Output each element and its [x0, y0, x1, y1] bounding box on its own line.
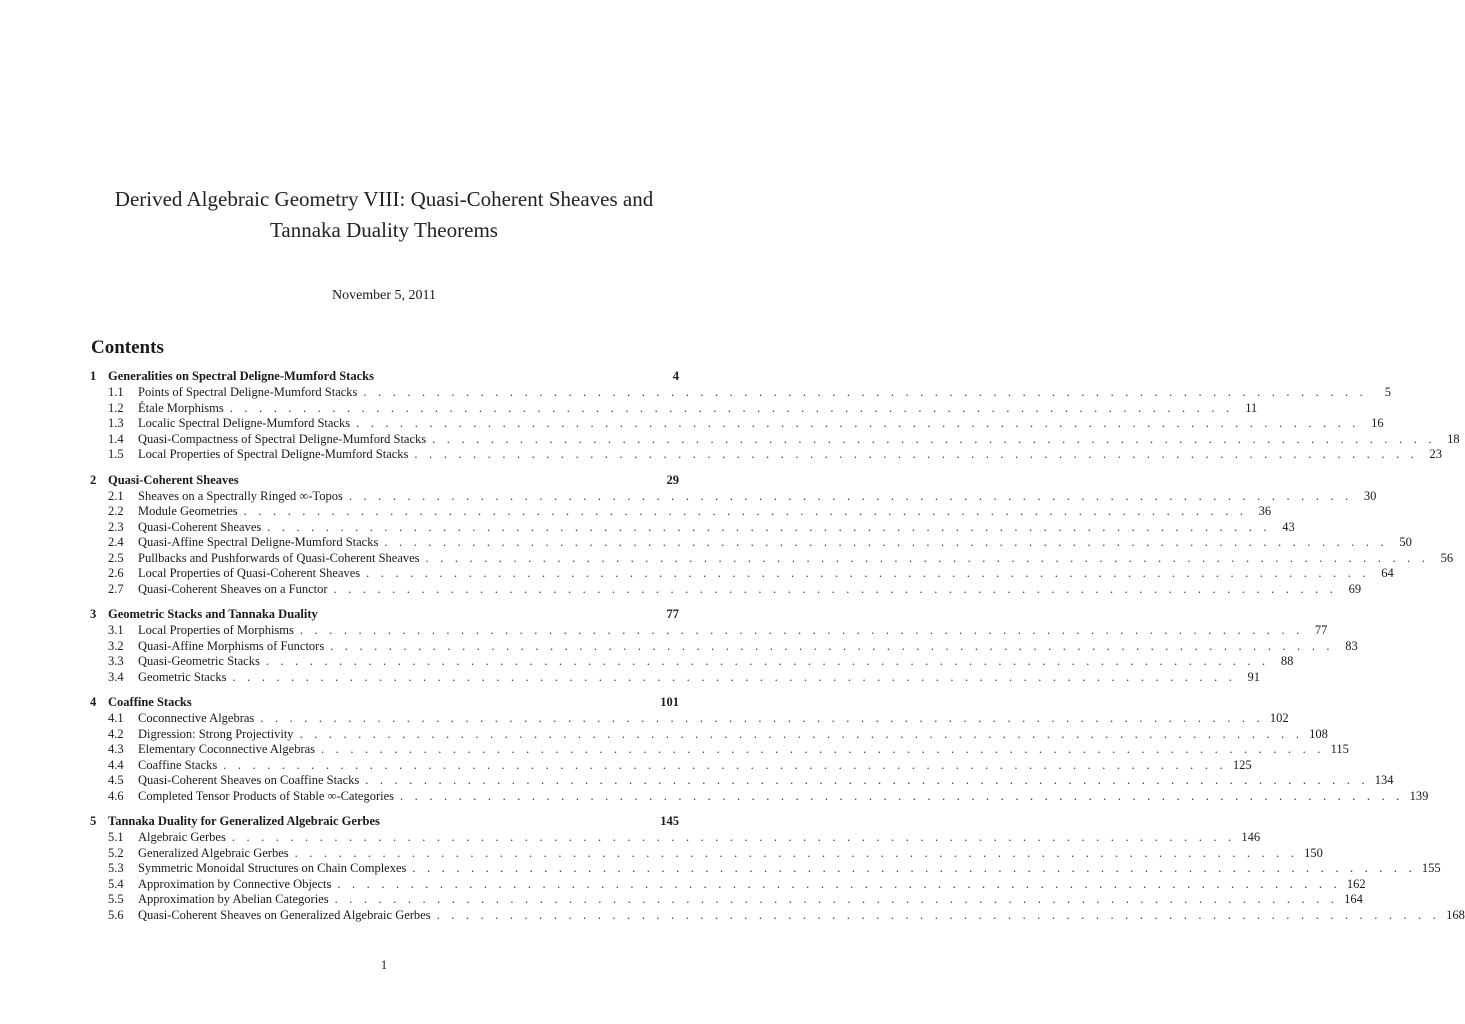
toc-subsection-entry[interactable] [90, 623, 1328, 639]
toc-subsection-number: 2.3 [108, 519, 124, 534]
toc-section-number: 4 [90, 695, 97, 709]
toc-subsection-entry[interactable] [90, 519, 1295, 536]
toc-section [90, 695, 1429, 804]
toc-subsection-entry[interactable] [90, 830, 1261, 846]
toc-subsection-page: 134 [1374, 773, 1394, 787]
toc-subsection-page: 69 [1348, 581, 1362, 596]
toc-subsection-title: Quasi-Compactness of Spectral Deligne-Mumford Stacks [138, 431, 427, 446]
toc-subsection-entry[interactable] [90, 488, 1377, 505]
toc-subsection-title: Quasi-Coherent Sheaves on Generalized Algebraic Gerbes [138, 907, 431, 922]
toc-subsection-number: 1.2 [108, 400, 124, 415]
toc-subsection-entry[interactable] [90, 861, 1441, 877]
toc-leader-dots: . . . . . . . . . . . . . . . . . . . . . . . . . . . . . . . . . . . . . . . . . . . . . . . . . . . . . . . . . . . . . . . . . . . . . [363, 385, 1367, 399]
toc-leader-dots: . . . . . . . . . . . . . . . . . . . . . . . . . . . . . . . . . . . . . . . . . . . . . . . . . . . . . . . . . . . . . . . . . . . . . [365, 773, 1369, 787]
toc-subsection-page: 150 [1304, 845, 1323, 860]
document-title [0, 184, 768, 246]
toc-section-entry[interactable] [90, 814, 679, 830]
toc-subsection-page: 91 [1247, 669, 1261, 684]
document-date: November 5, 2011 [331, 288, 437, 303]
contents-heading: Contents [91, 337, 164, 358]
toc-subsection-page: 36 [1258, 504, 1272, 518]
toc-subsection-number: 1.4 [108, 431, 124, 446]
toc-section-title: Tannaka Duality for Generalized Algebraic Gerbes [108, 814, 380, 828]
toc-subsection-entry[interactable] [90, 638, 1358, 655]
toc-subsection-entry[interactable] [90, 773, 1394, 789]
toc-subsection-entry[interactable] [90, 742, 1349, 758]
toc-leader-dots: . . . . . . . . . . . . . . . . . . . . . . . . . . . . . . . . . . . . . . . . . . . . . . . . . . . . . . . . . . . . . . . . . . . . . [294, 845, 1299, 860]
toc-subsection-page: 11 [1245, 400, 1258, 415]
toc-subsection-number: 1.5 [108, 447, 124, 461]
toc-subsection-entry[interactable] [90, 385, 1391, 401]
toc-leader-dots: . . . . . . . . . . . . . . . . . . . . . . . . . . . . . . . . . . . . . . . . . . . . . . . . . . . . . . . . . . . . . . . . . . . . . [384, 535, 1388, 549]
toc-subsection-title: Coconnective Algebras [138, 711, 255, 725]
toc-subsection-page: 108 [1309, 726, 1328, 741]
toc-subsection-entry[interactable] [90, 550, 1454, 567]
toc-subsection-number: 2.6 [108, 566, 124, 580]
toc-leader-dots: . . . . . . . . . . . . . . . . . . . . . . . . . . . . . . . . . . . . . . . . . . . . . . . . . . . . . . . . . . . . . . . . . . . . . [232, 669, 1237, 684]
toc-subsection-page: 16 [1371, 416, 1384, 430]
toc-subsection-entry[interactable] [90, 535, 1412, 551]
toc-leader-dots: . . . . . . . . . . . . . . . . . . . . . . . . . . . . . . . . . . . . . . . . . . . . . . . . . . . . . . . . . . . . . . . . . . . . . [356, 416, 1360, 430]
toc-leader-dots: . . . . . . . . . . . . . . . . . . . . . . . . . . . . . . . . . . . . . . . . . . . . . . . . . . . . . . . . . . . . . . . . . . . . . [267, 519, 1271, 534]
toc-subsection-number: 2.5 [108, 550, 124, 565]
toc-subsection-entry[interactable] [90, 726, 1328, 743]
toc-leader-dots: . . . . . . . . . . . . . . . . . . . . . . . . . . . . . . . . . . . . . . . . . . . . . . . . . . . . . . . . . . . . . . . . . . . . . [337, 876, 1341, 891]
toc-leader-dots: . . . . . . . . . . . . . . . . . . . . . . . . . . . . . . . . . . . . . . . . . . . . . . . . . . . . . . . . . . . . . . . . . . . . . [425, 550, 1430, 565]
toc-section-title: Coaffine Stacks [108, 695, 192, 709]
toc-section-number: 2 [90, 472, 97, 487]
toc-subsection-title: Quasi-Geometric Stacks [138, 654, 260, 668]
toc-subsection-entry[interactable] [90, 581, 1362, 598]
toc-section-entry[interactable] [90, 473, 679, 489]
toc-leader-dots: . . . . . . . . . . . . . . . . . . . . . . . . . . . . . . . . . . . . . . . . . . . . . . . . . . . . . . . . . . . . . . . . . . . . . [334, 892, 1339, 906]
toc-section [90, 369, 1460, 463]
title-line-1: Derived Algebraic Geometry VIII: Quasi-Coherent Sheaves and [114, 187, 654, 211]
toc-subsection-page: 18 [1447, 431, 1460, 446]
toc-subsection-entry[interactable] [90, 907, 1465, 924]
toc-subsection-title: Approximation by Abelian Categories [138, 892, 329, 906]
toc-subsection-page: 77 [1314, 623, 1328, 637]
toc-subsection-title: Local Properties of Quasi-Coherent Sheaves [138, 566, 361, 580]
toc-section-page: 29 [666, 472, 679, 487]
toc-subsection-number: 1.3 [108, 416, 124, 430]
toc-leader-dots: . . . . . . . . . . . . . . . . . . . . . . . . . . . . . . . . . . . . . . . . . . . . . . . . . . . . . . . . . . . . . . . . . . . . . [330, 638, 1334, 653]
toc-subsection-title: Completed Tensor Products of Stable ∞-Categories [138, 788, 395, 803]
toc-subsection-number: 2.4 [108, 535, 124, 549]
toc-subsection-page: 102 [1269, 711, 1289, 725]
toc-subsection-number: 5.4 [108, 876, 124, 891]
toc-section-title: Geometric Stacks and Tannaka Duality [108, 607, 318, 621]
toc-leader-dots: . . . . . . . . . . . . . . . . . . . . . . . . . . . . . . . . . . . . . . . . . . . . . . . . . . . . . . . . . . . . . . . . . . . . . [348, 488, 1353, 503]
toc-section-entry[interactable] [90, 695, 679, 711]
toc-subsection-entry[interactable] [90, 400, 1258, 417]
toc-leader-dots: . . . . . . . . . . . . . . . . . . . . . . . . . . . . . . . . . . . . . . . . . . . . . . . . . . . . . . . . . . . . . . . . . . . . . [432, 431, 1436, 446]
toc-subsection-page: 162 [1346, 876, 1366, 891]
toc-subsection-page: 146 [1241, 830, 1261, 844]
toc-subsection-page: 139 [1409, 788, 1429, 803]
toc-subsection-number: 2.1 [108, 488, 124, 503]
toc-leader-dots: . . . . . . . . . . . . . . . . . . . . . . . . . . . . . . . . . . . . . . . . . . . . . . . . . . . . . . . . . . . . . . . . . . . . . [333, 581, 1338, 596]
toc-subsection-title: Geometric Stacks [138, 669, 227, 684]
toc-subsection-number: 5.2 [108, 845, 124, 860]
toc-subsection-number: 4.2 [108, 726, 124, 741]
toc-subsection-number: 4.1 [108, 711, 124, 725]
toc-leader-dots: . . . . . . . . . . . . . . . . . . . . . . . . . . . . . . . . . . . . . . . . . . . . . . . . . . . . . . . . . . . . . . . . . . . . . [265, 654, 1270, 668]
toc-section-title: Quasi-Coherent Sheaves [108, 472, 239, 487]
toc-subsection-page: 155 [1421, 861, 1441, 875]
toc-section-page: 101 [660, 695, 679, 709]
toc-subsection-page: 64 [1381, 566, 1394, 580]
toc-subsection-number: 4.5 [108, 773, 124, 787]
toc-subsection-number: 5.3 [108, 861, 124, 875]
toc-section [90, 472, 1454, 598]
toc-leader-dots: . . . . . . . . . . . . . . . . . . . . . . . . . . . . . . . . . . . . . . . . . . . . . . . . . . . . . . . . . . . . . . . . . . . . . [223, 757, 1227, 772]
toc-section [90, 607, 1358, 685]
toc-subsection-entry[interactable] [90, 504, 1272, 520]
toc-leader-dots: . . . . . . . . . . . . . . . . . . . . . . . . . . . . . . . . . . . . . . . . . . . . . . . . . . . . . . . . . . . . . . . . . . . . . [299, 623, 1304, 637]
toc-subsection-title: Quasi-Coherent Sheaves on Coaffine Stacks [138, 773, 360, 787]
toc-subsection-number: 4.3 [108, 742, 124, 756]
toc-subsection-title: Quasi-Coherent Sheaves on a Functor [138, 581, 328, 596]
toc-leader-dots: . . . . . . . . . . . . . . . . . . . . . . . . . . . . . . . . . . . . . . . . . . . . . . . . . . . . . . . . . . . . . . . . . . . . . [231, 830, 1236, 844]
toc-section-entry[interactable] [90, 607, 679, 623]
toc-subsection-title: Localic Spectral Deligne-Mumford Stacks [138, 416, 351, 430]
toc-section-page: 4 [672, 369, 679, 383]
toc-subsection-number: 3.2 [108, 638, 124, 653]
toc-subsection-page: 164 [1344, 892, 1363, 906]
toc-subsection-title: Approximation by Connective Objects [138, 876, 332, 891]
toc-subsection-title: Generalized Algebraic Gerbes [138, 845, 289, 860]
toc-leader-dots: . . . . . . . . . . . . . . . . . . . . . . . . . . . . . . . . . . . . . . . . . . . . . . . . . . . . . . . . . . . . . . . . . . . . . [229, 400, 1234, 415]
toc-subsection-entry[interactable] [90, 845, 1323, 862]
table-of-contents [90, 369, 1465, 933]
toc-subsection-entry[interactable] [90, 669, 1261, 686]
toc-subsection-entry[interactable] [90, 788, 1429, 805]
toc-section-number: 5 [90, 814, 97, 828]
toc-subsection-title: Algebraic Gerbes [138, 830, 226, 844]
toc-subsection-page: 88 [1280, 654, 1294, 668]
toc-section-page: 77 [666, 607, 679, 621]
toc-subsection-number: 3.4 [108, 669, 124, 684]
toc-section-number: 3 [90, 607, 97, 621]
toc-subsection-page: 30 [1363, 488, 1377, 503]
toc-subsection-page: 43 [1282, 519, 1295, 534]
title-line-2: Tannaka Duality Theorems [270, 218, 498, 242]
toc-leader-dots: . . . . . . . . . . . . . . . . . . . . . . . . . . . . . . . . . . . . . . . . . . . . . . . . . . . . . . . . . . . . . . . . . . . . . [299, 726, 1304, 741]
toc-subsection-title: Étale Morphisms [138, 400, 224, 415]
toc-subsection-title: Digression: Strong Projectivity [138, 726, 294, 741]
toc-subsection-number: 4.4 [108, 757, 124, 772]
toc-subsection-page: 5 [1384, 385, 1391, 399]
toc-subsection-title: Pullbacks and Pushforwards of Quasi-Coherent Sheaves [138, 550, 420, 565]
toc-subsection-number: 2.2 [108, 504, 124, 518]
toc-leader-dots: . . . . . . . . . . . . . . . . . . . . . . . . . . . . . . . . . . . . . . . . . . . . . . . . . . . . . . . . . . . . . . . . . . . . . [436, 907, 1441, 922]
toc-subsection-title: Coaffine Stacks [138, 757, 218, 772]
toc-subsection-title: Local Properties of Morphisms [138, 623, 294, 637]
toc-subsection-entry[interactable] [90, 654, 1294, 670]
toc-subsection-entry[interactable] [90, 757, 1252, 774]
toc-subsection-title: Module Geometries [138, 504, 238, 518]
toc-leader-dots: . . . . . . . . . . . . . . . . . . . . . . . . . . . . . . . . . . . . . . . . . . . . . . . . . . . . . . . . . . . . . . . . . . . . . [321, 742, 1325, 756]
toc-leader-dots: . . . . . . . . . . . . . . . . . . . . . . . . . . . . . . . . . . . . . . . . . . . . . . . . . . . . . . . . . . . . . . . . . . . . . [366, 566, 1370, 580]
toc-subsection-number: 3.3 [108, 654, 124, 668]
toc-subsection-entry[interactable] [90, 876, 1366, 893]
toc-subsection-entry[interactable] [90, 566, 1394, 582]
toc-subsection-title: Symmetric Monoidal Structures on Chain Complexes [138, 861, 407, 875]
toc-subsection-entry[interactable] [90, 711, 1289, 727]
toc-subsection-number: 2.7 [108, 581, 124, 596]
toc-subsection-title: Quasi-Affine Spectral Deligne-Mumford Stacks [138, 535, 379, 549]
toc-subsection-page: 125 [1232, 757, 1252, 772]
toc-subsection-page: 23 [1429, 447, 1442, 461]
toc-subsection-number: 5.6 [108, 907, 124, 922]
toc-leader-dots: . . . . . . . . . . . . . . . . . . . . . . . . . . . . . . . . . . . . . . . . . . . . . . . . . . . . . . . . . . . . . . . . . . . . . [260, 711, 1264, 725]
toc-subsection-page: 50 [1399, 535, 1412, 549]
toc-subsection-title: Sheaves on a Spectrally Ringed ∞-Topos [138, 488, 343, 503]
toc-leader-dots: . . . . . . . . . . . . . . . . . . . . . . . . . . . . . . . . . . . . . . . . . . . . . . . . . . . . . . . . . . . . . . . . . . . . . [412, 861, 1416, 875]
toc-subsection-number: 3.1 [108, 623, 124, 637]
toc-subsection-number: 1.1 [108, 385, 124, 399]
toc-section-number: 1 [90, 369, 97, 383]
page-number: 1 [380, 958, 388, 972]
toc-section-title: Generalities on Spectral Deligne-Mumford Stacks [108, 369, 374, 383]
toc-subsection-entry[interactable] [90, 431, 1460, 448]
toc-subsection-title: Elementary Coconnective Algebras [138, 742, 316, 756]
toc-subsection-page: 56 [1440, 550, 1454, 565]
toc-leader-dots: . . . . . . . . . . . . . . . . . . . . . . . . . . . . . . . . . . . . . . . . . . . . . . . . . . . . . . . . . . . . . . . . . . . . . [414, 447, 1418, 461]
toc-subsection-page: 115 [1330, 742, 1349, 756]
toc-leader-dots: . . . . . . . . . . . . . . . . . . . . . . . . . . . . . . . . . . . . . . . . . . . . . . . . . . . . . . . . . . . . . . . . . . . . . [400, 788, 1404, 803]
toc-subsection-page: 83 [1345, 638, 1358, 653]
toc-subsection-entry[interactable] [90, 447, 1442, 463]
toc-subsection-number: 4.6 [108, 788, 124, 803]
toc-subsection-title: Quasi-Affine Morphisms of Functors [138, 638, 325, 653]
toc-subsection-title: Local Properties of Spectral Deligne-Mumford Stacks [138, 447, 409, 461]
toc-section-entry[interactable] [90, 369, 679, 385]
toc-subsection-title: Points of Spectral Deligne-Mumford Stacks [138, 385, 358, 399]
toc-subsection-number: 5.1 [108, 830, 124, 844]
toc-section [90, 814, 1465, 923]
toc-subsection-title: Quasi-Coherent Sheaves [138, 519, 262, 534]
toc-subsection-entry[interactable] [90, 416, 1384, 432]
toc-section-page: 145 [660, 814, 679, 828]
toc-subsection-page: 168 [1446, 907, 1465, 922]
toc-subsection-entry[interactable] [90, 892, 1363, 908]
toc-subsection-number: 5.5 [108, 892, 124, 906]
toc-leader-dots: . . . . . . . . . . . . . . . . . . . . . . . . . . . . . . . . . . . . . . . . . . . . . . . . . . . . . . . . . . . . . . . . . . . . . [243, 504, 1248, 518]
